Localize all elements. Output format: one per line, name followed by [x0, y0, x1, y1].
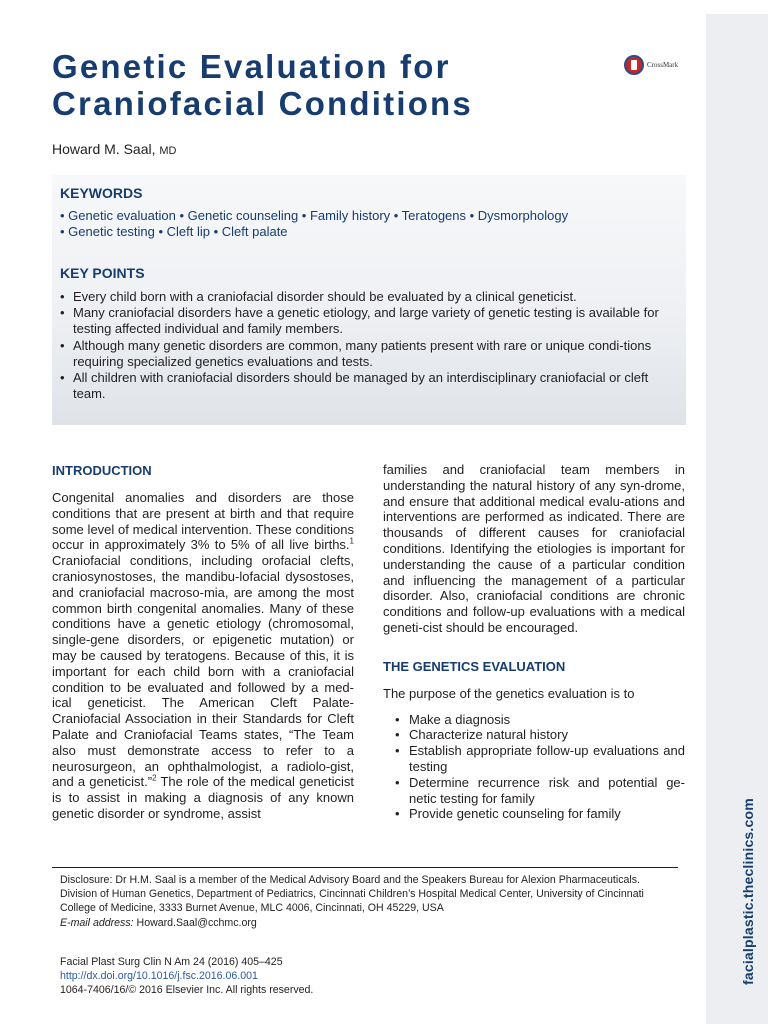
purpose-item: • Provide genetic counseling for family: [395, 806, 685, 822]
footnotes: [60, 873, 680, 930]
intro-text-a: Congenital anomalies and disorders are those conditions that are present at birth and that require some level of medical intervention. These conditions occur in approximately 3% to 5% of all live births.: [52, 490, 354, 553]
email-address[interactable]: Howard.Saal@cchmc.org: [136, 916, 257, 929]
introduction-heading: INTRODUCTION: [52, 463, 152, 478]
purpose-item: • Establish appropriate follow-up evaluations and testing: [395, 743, 685, 775]
key-point-item: • Every child born with a craniofacial disorder should be evaluated by a clinical geneticist.: [60, 289, 674, 305]
genetics-evaluation-intro: The purpose of the genetics evaluation is to: [383, 685, 635, 701]
keywords-heading: KEYWORDS: [60, 185, 143, 201]
doi-link[interactable]: http://dx.doi.org/10.1016/j.fsc.2016.06.001: [60, 970, 258, 983]
article-title: [52, 48, 473, 122]
affiliation: Division of Human Genetics, Department of Pediatrics, Cincinnati Children’s Hospital Medical Center, University of Cincinnati College of Medicine, 3333 Burnet Avenue, MLC 4006, Cincinnati, OH 45229, USA: [60, 888, 644, 915]
journal-citation: Facial Plast Surg Clin N Am 24 (2016) 405–425: [60, 956, 283, 968]
copyright: 1064-7406/16/© 2016 Elsevier Inc. All rights reserved.: [60, 984, 314, 997]
left-column: [52, 462, 354, 822]
introduction-paragraph: [52, 490, 354, 822]
journal-sidebar: [706, 14, 768, 1024]
genetics-evaluation-heading: THE GENETICS EVALUATION: [383, 658, 566, 674]
footnote-divider: [52, 867, 678, 868]
key-points-list: [60, 289, 674, 402]
keywords-line-1: • Genetic evaluation • Genetic counseling • Family history • Teratogens • Dysmorphology: [60, 208, 569, 223]
key-point-item: • Many craniofacial disorders have a genetic etiology, and large variety of genetic testing is available for testing affected individual and family members.: [60, 305, 674, 337]
reference-1[interactable]: 1: [349, 537, 354, 547]
key-points-heading: KEY POINTS: [60, 265, 145, 281]
introduction-continuation: families and craniofacial team members in understanding the natural history of any syn-drome, and ensure that additional medical evalu-ations and interventions are performed as indicated. There are thousands of different causes for craniofacial conditions. Identifying the etiologies is important for understanding the cause of a particular condition and influencing the management of a particular disorder. Also, craniofacial conditions are chronic conditions and follow-up evaluations with a medical geneti-cist should be encouraged.: [383, 462, 685, 635]
reference-2[interactable]: 2: [152, 774, 157, 784]
crossmark-label: CrossMark: [647, 61, 679, 69]
title-line-2: Craniofacial Conditions: [52, 85, 473, 122]
disclosure: Disclosure: Dr H.M. Saal is a member of the Medical Advisory Board and the Speakers Bureau for Alexion Pharmaceuticals.: [60, 874, 640, 886]
title-line-1: Genetic Evaluation for: [52, 48, 451, 85]
keywords-line-2: • Genetic testing • Cleft lip • Cleft palate: [60, 224, 288, 239]
purpose-item: • Characterize natural history: [395, 727, 685, 743]
crossmark-icon: [624, 55, 644, 75]
author-degree: MD: [159, 145, 177, 157]
journal-url[interactable]: facialplastic.theclinics.com: [740, 798, 756, 985]
right-column: [383, 462, 685, 822]
intro-text-c: The role of the medical geneticist is to assist in making a diagnosis of any known genetic disorder or syndrome, assist: [52, 774, 354, 821]
author-name: Howard M. Saal,: [52, 141, 156, 157]
email-label: E-mail address:: [60, 916, 134, 929]
author-line: [52, 141, 176, 157]
citation-block: [60, 955, 313, 998]
keywords-keypoints-box: [52, 175, 686, 425]
evaluation-purpose-list: [383, 712, 685, 823]
purpose-item: • Determine recurrence risk and potential ge-netic testing for family: [395, 775, 685, 807]
intro-text-b: Craniofacial conditions, including orofacial clefts, craniosynostoses, the mandibu-lofacial dysostoses, and craniofacial macroso-mia, are among the most common birth congenital anomalies. Many of these conditions have a genetic etiology (chromosomal, single-gene disorders, or epigenetic mutation) or may be caused by teratogens. Because of this, it is important for each child born with a craniofacial condition to be evaluated and followed by a med-ical geneticist. The American Cleft Palate-Craniofacial Association in their Standards for Cleft Palate and Craniofacial Teams states, “The Team also must demonstrate access to refer to a neurosurgeon, an ophthalmologist, a radiolo-gist, and a geneticist.”: [52, 553, 354, 790]
key-point-item: • Although many genetic disorders are common, many patients present with rare or unique condi-tions requiring specialized genetics evaluations and tests.: [60, 338, 674, 370]
key-point-item: • All children with craniofacial disorders should be managed by an interdisciplinary craniofacial or cleft team.: [60, 370, 674, 402]
crossmark-badge[interactable]: [624, 55, 678, 75]
email-line: [60, 916, 680, 930]
purpose-item: • Make a diagnosis: [395, 712, 685, 728]
